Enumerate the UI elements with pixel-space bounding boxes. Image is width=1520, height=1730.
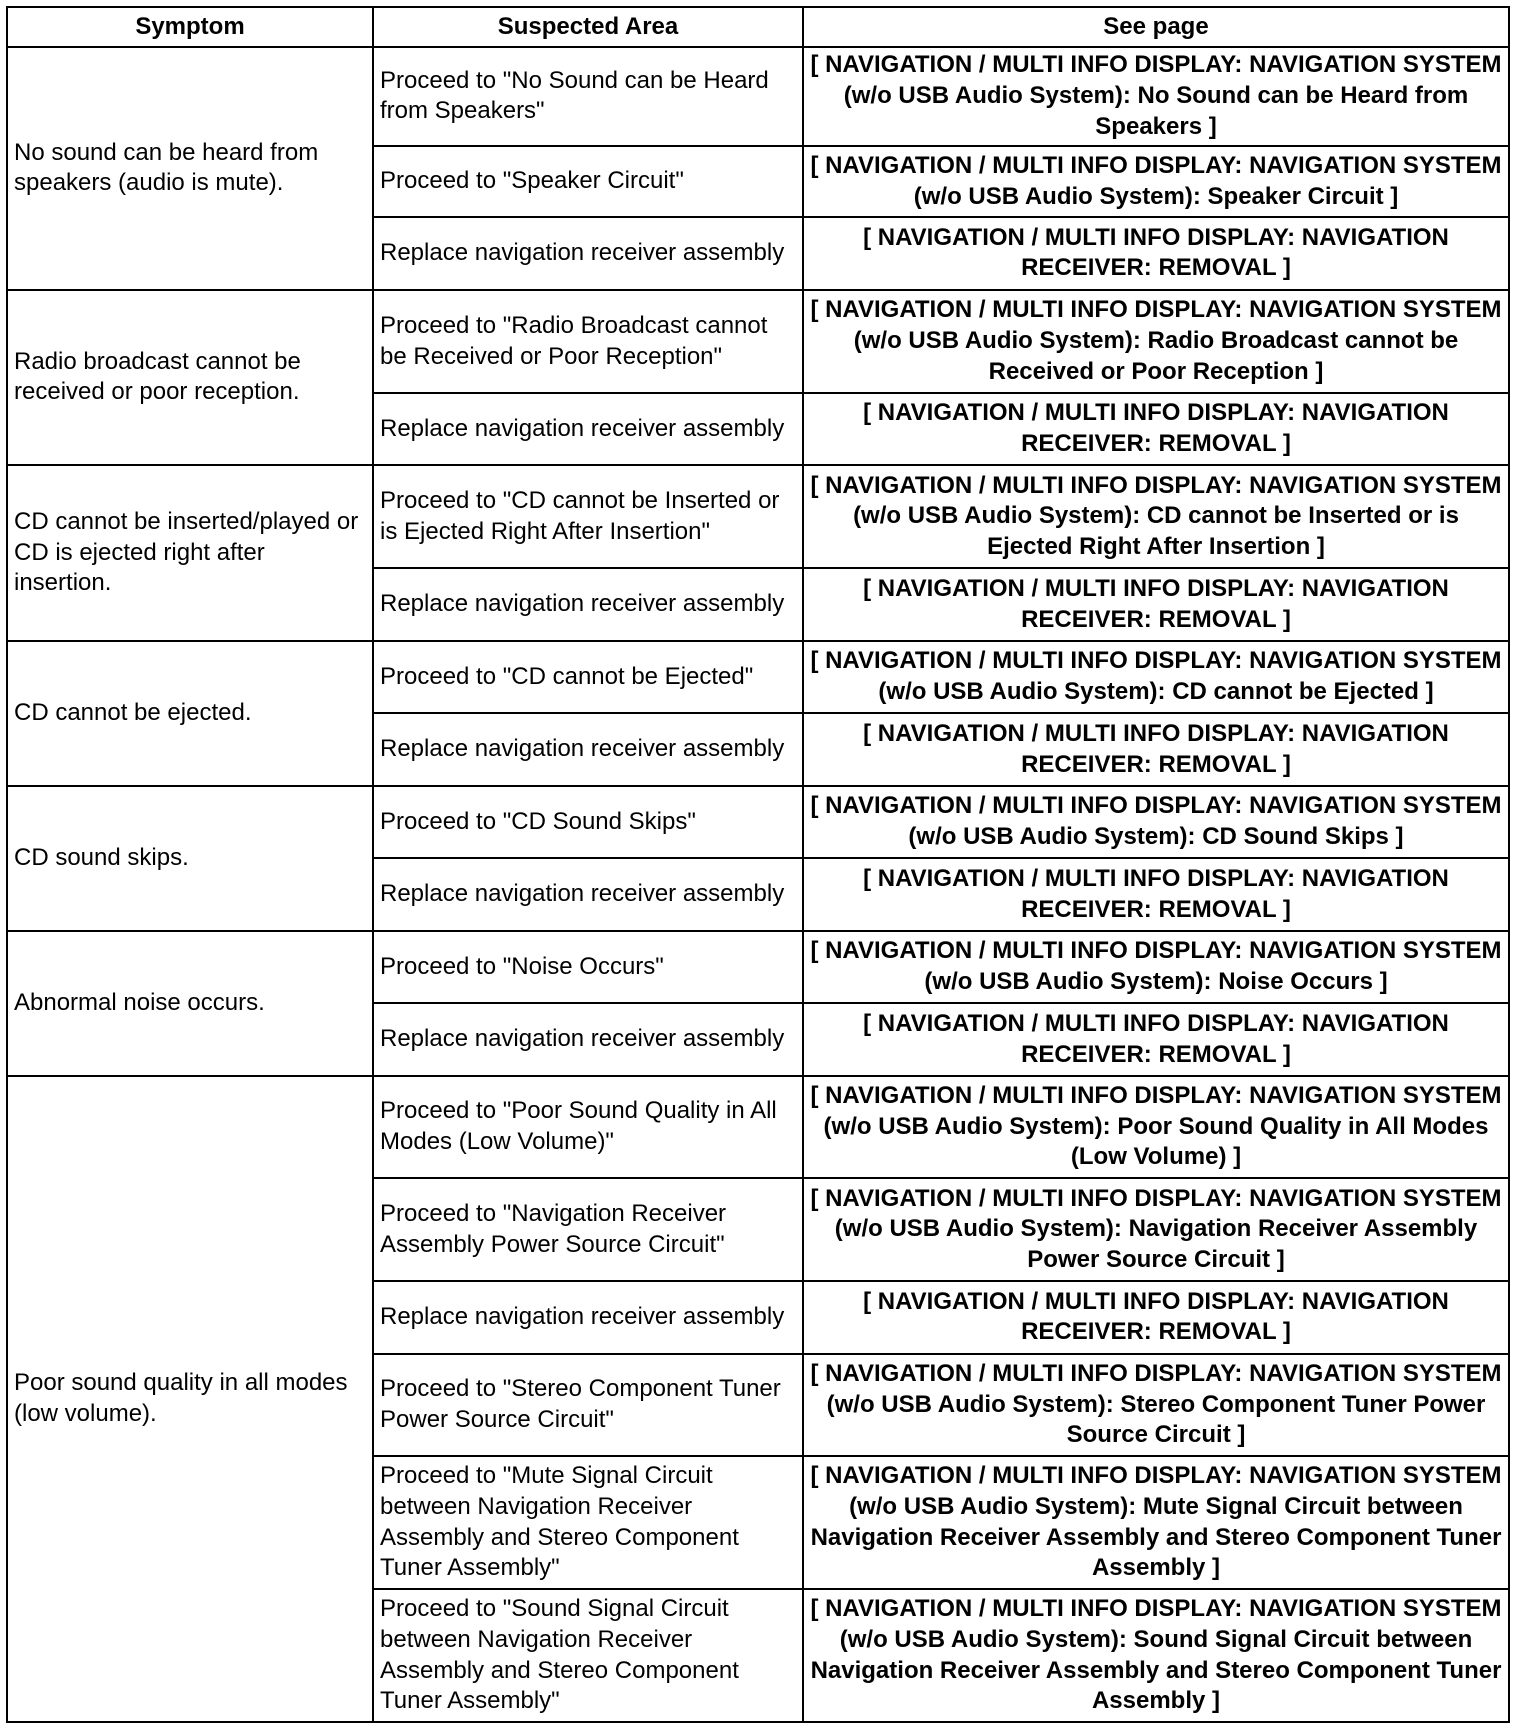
see-page-link[interactable]: [ NAVIGATION / MULTI INFO DISPLAY: NAVIGATION RECEIVER: REMOVAL ] <box>803 568 1509 640</box>
symptom-table <box>6 6 1510 1723</box>
suspected-area-cell: Replace navigation receiver assembly <box>373 858 803 930</box>
header-see-page: See page <box>803 7 1509 47</box>
header-row <box>7 7 1509 47</box>
see-page-link[interactable]: [ NAVIGATION / MULTI INFO DISPLAY: NAVIGATION SYSTEM (w/o USB Audio System): Noise Occurs ] <box>803 931 1509 1003</box>
table-row <box>7 931 1509 1003</box>
suspected-area-cell: Proceed to "CD cannot be Ejected" <box>373 641 803 713</box>
see-page-link[interactable]: [ NAVIGATION / MULTI INFO DISPLAY: NAVIGATION RECEIVER: REMOVAL ] <box>803 1003 1509 1075</box>
symptom-cell: CD cannot be inserted/played or CD is ejected right after insertion. <box>7 465 373 641</box>
symptom-cell: Abnormal noise occurs. <box>7 931 373 1076</box>
see-page-link[interactable]: [ NAVIGATION / MULTI INFO DISPLAY: NAVIGATION SYSTEM (w/o USB Audio System): Poor Sound Quality in All Modes (Low Volume) ] <box>803 1076 1509 1179</box>
symptom-cell: Poor sound quality in all modes (low volume). <box>7 1076 373 1722</box>
suspected-area-cell: Replace navigation receiver assembly <box>373 393 803 464</box>
suspected-area-cell: Proceed to "Noise Occurs" <box>373 931 803 1003</box>
suspected-area-cell: Proceed to "Sound Signal Circuit between Navigation Receiver Assembly and Stereo Component Tuner Assembly" <box>373 1589 803 1722</box>
suspected-area-cell: Proceed to "CD Sound Skips" <box>373 786 803 858</box>
suspected-area-cell: Proceed to "CD cannot be Inserted or is Ejected Right After Insertion" <box>373 465 803 569</box>
see-page-link[interactable]: [ NAVIGATION / MULTI INFO DISPLAY: NAVIGATION SYSTEM (w/o USB Audio System): CD cannot be Ejected ] <box>803 641 1509 713</box>
suspected-area-cell: Proceed to "Radio Broadcast cannot be Received or Poor Reception" <box>373 290 803 394</box>
see-page-link[interactable]: [ NAVIGATION / MULTI INFO DISPLAY: NAVIGATION SYSTEM (w/o USB Audio System): No Sound can be Heard from Speakers ] <box>803 47 1509 146</box>
header-suspected-area: Suspected Area <box>373 7 803 47</box>
suspected-area-cell: Proceed to "No Sound can be Heard from Speakers" <box>373 47 803 146</box>
suspected-area-cell: Proceed to "Poor Sound Quality in All Modes (Low Volume)" <box>373 1076 803 1179</box>
see-page-link[interactable]: [ NAVIGATION / MULTI INFO DISPLAY: NAVIGATION SYSTEM (w/o USB Audio System): CD cannot be Inserted or is Ejected Right After Insertion ] <box>803 465 1509 569</box>
header-symptom: Symptom <box>7 7 373 47</box>
see-page-link[interactable]: [ NAVIGATION / MULTI INFO DISPLAY: NAVIGATION SYSTEM (w/o USB Audio System): Sound Signal Circuit between Navigation Receiver Assembly and Stereo Component Tuner Assembly ] <box>803 1589 1509 1722</box>
table-row <box>7 786 1509 858</box>
see-page-link[interactable]: [ NAVIGATION / MULTI INFO DISPLAY: NAVIGATION SYSTEM (w/o USB Audio System): Mute Signal Circuit between Navigation Receiver Assembly and Stereo Component Tuner Assembly ] <box>803 1456 1509 1589</box>
suspected-area-cell: Replace navigation receiver assembly <box>373 713 803 785</box>
see-page-link[interactable]: [ NAVIGATION / MULTI INFO DISPLAY: NAVIGATION SYSTEM (w/o USB Audio System): Speaker Circuit ] <box>803 146 1509 217</box>
see-page-link[interactable]: [ NAVIGATION / MULTI INFO DISPLAY: NAVIGATION SYSTEM (w/o USB Audio System): Stereo Component Tuner Power Source Circuit ] <box>803 1354 1509 1457</box>
suspected-area-cell: Proceed to "Mute Signal Circuit between Navigation Receiver Assembly and Stereo Component Tuner Assembly" <box>373 1456 803 1589</box>
suspected-area-cell: Replace navigation receiver assembly <box>373 1003 803 1075</box>
table-row <box>7 641 1509 713</box>
see-page-link[interactable]: [ NAVIGATION / MULTI INFO DISPLAY: NAVIGATION RECEIVER: REMOVAL ] <box>803 858 1509 930</box>
suspected-area-cell: Replace navigation receiver assembly <box>373 568 803 640</box>
table-row <box>7 465 1509 569</box>
suspected-area-cell: Replace navigation receiver assembly <box>373 217 803 289</box>
see-page-link[interactable]: [ NAVIGATION / MULTI INFO DISPLAY: NAVIGATION RECEIVER: REMOVAL ] <box>803 393 1509 464</box>
see-page-link[interactable]: [ NAVIGATION / MULTI INFO DISPLAY: NAVIGATION SYSTEM (w/o USB Audio System): Radio Broadcast cannot be Received or Poor Reception ] <box>803 290 1509 394</box>
suspected-area-cell: Proceed to "Stereo Component Tuner Power Source Circuit" <box>373 1354 803 1457</box>
symptom-cell: No sound can be heard from speakers (audio is mute). <box>7 47 373 290</box>
see-page-link[interactable]: [ NAVIGATION / MULTI INFO DISPLAY: NAVIGATION RECEIVER: REMOVAL ] <box>803 1281 1509 1353</box>
symptom-cell: CD sound skips. <box>7 786 373 931</box>
suspected-area-cell: Proceed to "Navigation Receiver Assembly Power Source Circuit" <box>373 1178 803 1281</box>
symptom-cell: CD cannot be ejected. <box>7 641 373 786</box>
table-row <box>7 1076 1509 1179</box>
suspected-area-cell: Replace navigation receiver assembly <box>373 1281 803 1353</box>
see-page-link[interactable]: [ NAVIGATION / MULTI INFO DISPLAY: NAVIGATION RECEIVER: REMOVAL ] <box>803 713 1509 785</box>
see-page-link[interactable]: [ NAVIGATION / MULTI INFO DISPLAY: NAVIGATION SYSTEM (w/o USB Audio System): Navigation Receiver Assembly Power Source Circuit ] <box>803 1178 1509 1281</box>
see-page-link[interactable]: [ NAVIGATION / MULTI INFO DISPLAY: NAVIGATION SYSTEM (w/o USB Audio System): CD Sound Skips ] <box>803 786 1509 858</box>
symptom-cell: Radio broadcast cannot be received or poor reception. <box>7 290 373 465</box>
suspected-area-cell: Proceed to "Speaker Circuit" <box>373 146 803 217</box>
table-row <box>7 47 1509 146</box>
table-row <box>7 290 1509 394</box>
see-page-link[interactable]: [ NAVIGATION / MULTI INFO DISPLAY: NAVIGATION RECEIVER: REMOVAL ] <box>803 217 1509 289</box>
